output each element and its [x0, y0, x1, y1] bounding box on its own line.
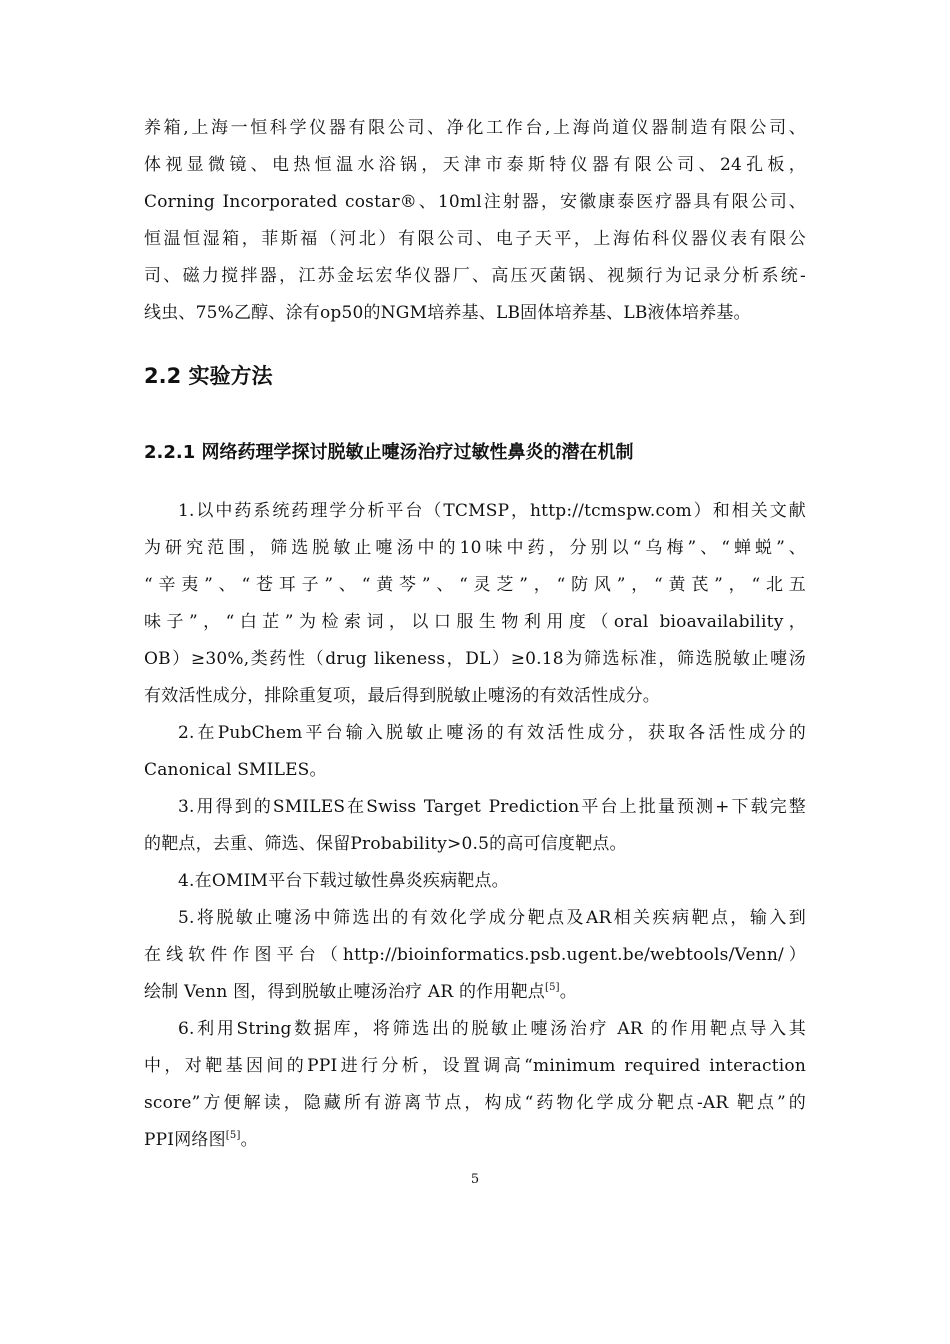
step3-line: 的靶点，去重、筛选、保留Probability>0.5的高可信度靶点。	[144, 834, 627, 854]
step2-line: 2.在PubChem平台输入脱敏止嚏汤的有效活性成分，获取各活性成分的	[178, 723, 806, 743]
step2-line: Canonical SMILES。	[144, 760, 327, 780]
step1-line: 1.以中药系统药理学分析平台（TCMSP，http://tcmspw.com）和相关文献	[178, 501, 806, 521]
section-heading: 2.2 实验方法	[144, 364, 273, 388]
step1-line: 有效活性成分，排除重复项，最后得到脱敏止嚏汤的有效活性成分。	[144, 686, 660, 706]
step6-line: 6.利用String数据库，将筛选出的脱敏止嚏汤治疗 AR 的作用靶点导入其	[178, 1019, 806, 1039]
step5-text: 绘制 Venn 图，得到脱敏止嚏汤治疗 AR 的作用靶点	[144, 982, 545, 1002]
paragraph-line: 线虫、75%乙醇、涂有op50的NGM培养基、LB固体培养基、LB液体培养基。	[144, 303, 751, 323]
citation-ref: [5]	[544, 982, 560, 993]
step5-line	[144, 974, 806, 1011]
page-number: 5	[470, 1172, 480, 1187]
step4-line: 4.在OMIM平台下载过敏性鼻炎疾病靶点。	[178, 871, 509, 891]
paragraph-line: Corning Incorporated costar®、10ml注射器，安徽康泰医疗器具有限公司、	[144, 192, 806, 212]
step1-line: 为研究范围，筛选脱敏止嚏汤中的10味中药，分别以“乌梅”、“蝉蜕”、	[144, 538, 806, 558]
step1-line: “辛夷”、“苍耳子”、“黄芩”、“灵芝”，“防风”，“黄芪”，“北五	[144, 575, 806, 595]
paragraph-line: 恒温恒湿箱，菲斯福（河北）有限公司、电子天平，上海佑科仪器仪表有限公	[144, 229, 806, 249]
step6-line: score”方便解读，隐藏所有游离节点，构成“药物化学成分靶点-AR 靶点”的	[144, 1093, 806, 1113]
paragraph-line: 养箱,上海一恒科学仪器有限公司、净化工作台,上海尚道仪器制造有限公司、	[144, 118, 806, 138]
paragraph-line: 司、磁力搅拌器，江苏金坛宏华仪器厂、高压灭菌锅、视频行为记录分析系统-	[144, 266, 806, 286]
subsection-heading: 2.2.1 网络药理学探讨脱敏止嚏汤治疗过敏性鼻炎的潜在机制	[144, 442, 634, 463]
step6-text: PPI网络图	[144, 1130, 226, 1150]
step1-line: 味子”，“白芷”为检索词，以口服生物利用度（oral bioavailability，	[144, 612, 806, 632]
step5-line: 在线软件作图平台（http://bioinformatics.psb.ugent.be/webtools/Venn/）	[144, 945, 806, 965]
citation-ref: [5]	[225, 1130, 241, 1141]
step5-line: 5.将脱敏止嚏汤中筛选出的有效化学成分靶点及AR相关疾病靶点，输入到	[178, 908, 806, 928]
step6-line: 中，对靶基因间的PPI进行分析，设置调高“minimum required interaction	[144, 1056, 806, 1076]
step3-line: 3.用得到的SMILES在Swiss Target Prediction平台上批量预测+下载完整	[178, 797, 806, 817]
step6-line	[144, 1122, 806, 1159]
step6-end: 。	[240, 1130, 258, 1150]
step1-line: OB）≥30%,类药性（drug likeness，DL）≥0.18为筛选标准，筛选脱敏止嚏汤	[144, 649, 806, 669]
step5-end: 。	[559, 982, 577, 1002]
paragraph-line: 体视显微镜、电热恒温水浴锅，天津市泰斯特仪器有限公司、24孔板，	[144, 155, 806, 175]
